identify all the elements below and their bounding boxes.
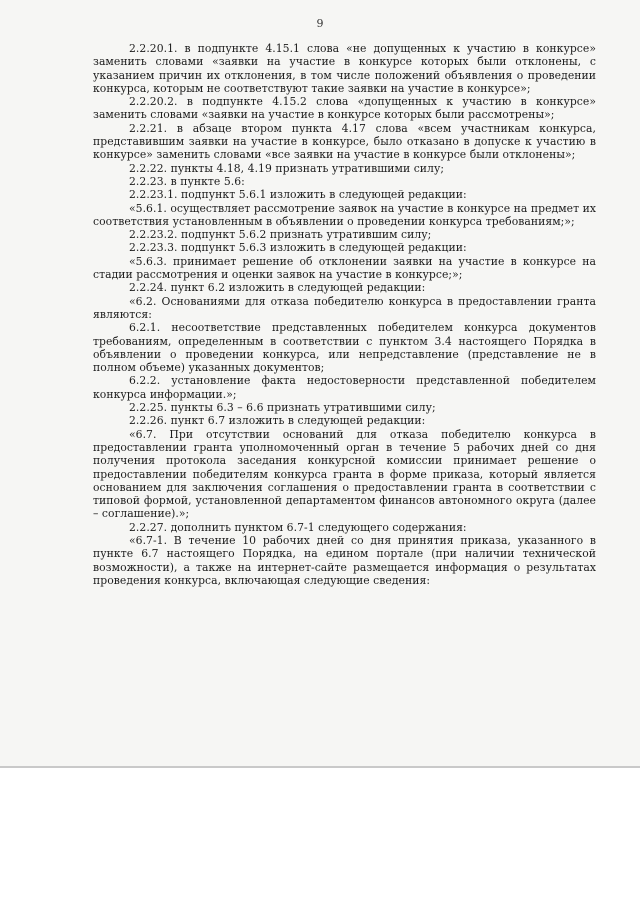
quote-6-2-1: 6.2.1. несоответствие представленных победителем конкурса документов требованиям, определенным в соответствии с пунктом 3.4 настоящего Порядка в объявлении о проведении конкурса, или непредставление (представление не в полном объеме) указанных документов; xyxy=(93,321,596,375)
paragraph-2-2-22: 2.2.22. пункты 4.18, 4.19 признать утратившими силу; xyxy=(129,161,445,175)
quote-6-2: «6.2. Основаниями для отказа победителю конкурса в предоставлении гранта являются: xyxy=(93,294,596,321)
page-bottom-edge xyxy=(0,766,640,768)
paragraph-2-2-23-2: 2.2.23.2. подпункт 5.6.2 признать утратившим силу; xyxy=(129,228,432,242)
quote-5-6-3: «5.6.3. принимает решение об отклонении заявки на участие в конкурсе на стадии рассмотрения и оценки заявок на участие в конкурсе;»; xyxy=(93,254,596,282)
paragraph-2-2-20-1: 2.2.20.1. в подпункте 4.15.1 слова «не допущенных к участию в конкурсе» заменить словами «заявки на участие в конкурсе которых были отклонены, с указанием причин их отклонения, в том числе положений объявления о проведении конкурса, которым не соответствуют такие заявки на участие в конкурсе»; xyxy=(93,42,596,95)
paragraph-2-2-23-3: 2.2.23.3. подпункт 5.6.3 изложить в следующей редакции: xyxy=(129,241,467,255)
paragraph-2-2-25: 2.2.25. пункты 6.3 – 6.6 признать утратившими силу; xyxy=(129,401,436,415)
paragraph-2-2-26: 2.2.26. пункт 6.7 изложить в следующей редакции: xyxy=(129,414,426,428)
document-body xyxy=(93,42,596,587)
paragraph-2-2-24: 2.2.24. пункт 6.2 изложить в следующей редакции: xyxy=(129,281,426,295)
paragraph-2-2-20-2: 2.2.20.2. в подпункте 4.15.2 слова «допущенных к участию в конкурсе» заменить словами «заявки на участие в конкурсе которых были рассмотрены»; xyxy=(93,95,596,122)
paragraph-2-2-27: 2.2.27. дополнить пунктом 6.7-1 следующего содержания: xyxy=(129,520,467,534)
page-number: 9 xyxy=(316,17,324,30)
paragraph-2-2-21: 2.2.21. в абзаце втором пункта 4.17 слова «всем участникам конкурса, представившим заявки на участие в конкурсе, было отказано в допуске к участию в конкурсе» заменить словами «все заявки на участие в конкурсе были отклонены»; xyxy=(93,121,596,162)
paragraph-2-2-23-1: 2.2.23.1. подпункт 5.6.1 изложить в следующей редакции: xyxy=(129,188,467,202)
quote-6-7-1: «6.7-1. В течение 10 рабочих дней со дня принятия приказа, указанного в пункте 6.7 настоящего Порядка, на едином портале (при наличии технической возможности), а также на интернет-сайте размещается информация о результатах проведения конкурса, включающая следующие сведения: xyxy=(93,533,596,587)
quote-5-6-1: «5.6.1. осуществляет рассмотрение заявок на участие в конкурсе на предмет их соответствия установленным в объявлении о проведении конкурса требованиям;»; xyxy=(93,201,596,228)
paragraph-2-2-23: 2.2.23. в пункте 5.6: xyxy=(129,174,245,188)
quote-6-7: «6.7. При отсутствии оснований для отказа победителю конкурса в предоставлении гранта уполномоченный орган в течение 5 рабочих дней со дня получения протокола заседания конкурсной комиссии принимает решение о предоставлении победителям конкурса гранта в форме приказа, который является основанием для заключения соглашения о предоставлении гранта в соответствии с типовой формой, установленной департаментом финансов автономного округа (далее – соглашение).»; xyxy=(93,427,596,521)
quote-6-2-2: 6.2.2. установление факта недостоверности представленной победителем конкурса информации.»; xyxy=(93,374,596,401)
